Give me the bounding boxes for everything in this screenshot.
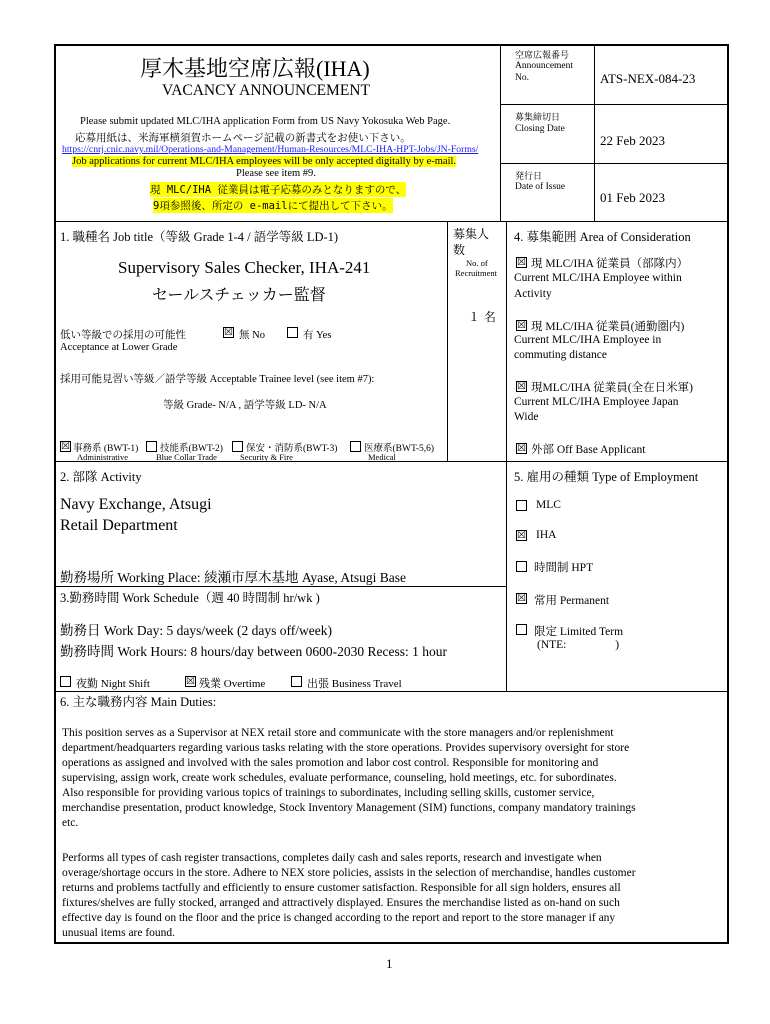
duties-line: returns and problems tactfully and efficiently to ensure customer satisfaction. Responsible for all sign holders, ensures all bbox=[62, 882, 621, 894]
recruitment-count: １ 名 bbox=[468, 310, 496, 324]
category-security-en: Security & Fire bbox=[240, 452, 293, 462]
trainee-level-label: 採用可能見習い等級／語学等級 Acceptable Trainee level (see item #7): bbox=[60, 374, 375, 385]
notice-jp-2: 9項参照後、所定の e-mailにて提出して下さい。 bbox=[153, 200, 393, 212]
duties-line: etc. bbox=[62, 817, 79, 829]
category-medical-checkbox[interactable] bbox=[350, 441, 361, 452]
employment-permanent-checkbox[interactable]: ☒ bbox=[517, 593, 526, 604]
activity-heading: 2. 部隊 Activity bbox=[60, 470, 142, 484]
duties-line: merchandise presentation, product knowledge, Stock Inventory Management (SIM) functions, company mandatory trainings bbox=[62, 802, 636, 814]
night-shift-checkbox[interactable] bbox=[60, 676, 71, 687]
duties-line: overage/shortage occurs in the store. Adhere to NEX store policies, assists in the selection of merchandise, handles customer bbox=[62, 867, 636, 879]
meta-row-line bbox=[500, 163, 728, 164]
employment-hpt-checkbox[interactable] bbox=[516, 561, 527, 572]
consideration-commuting-en-2: commuting distance bbox=[514, 349, 607, 361]
employment-iha-label: IHA bbox=[536, 529, 557, 541]
consideration-off-base-label: 外部 Off Base Applicant bbox=[531, 444, 646, 456]
duties-paragraph-1 bbox=[62, 726, 724, 831]
recruitment-label-en-1: No. of bbox=[466, 258, 488, 268]
consideration-commuting-en-1: Current MLC/IHA Employee in bbox=[514, 334, 662, 346]
duties-line: unusual items are found. bbox=[62, 927, 176, 939]
closing-label-en: Closing Date bbox=[515, 124, 565, 134]
announcement-label-en: Announcement bbox=[515, 61, 574, 71]
category-security-checkbox[interactable] bbox=[232, 441, 243, 452]
category-admin-en: Administrative bbox=[77, 452, 128, 462]
activity-name-1: Navy Exchange, Atsugi bbox=[60, 496, 212, 513]
section-line bbox=[55, 586, 506, 587]
page-number: 1 bbox=[386, 956, 393, 971]
job-title-heading: 1. 職種名 Job title（等級 Grade 1-4 / 語学等級 LD-1) bbox=[60, 230, 339, 244]
duties-line: This position serves as a Supervisor at NEX retail store and communicate with the store managers and/or replenishment bbox=[62, 727, 614, 739]
closing-date: 22 Feb 2023 bbox=[600, 133, 665, 148]
recruitment-label-jp-1: 募集人 bbox=[453, 227, 490, 241]
consideration-activity-checkbox[interactable]: ☒ bbox=[517, 257, 526, 268]
duties-heading: 6. 主な職務内容 Main Duties: bbox=[60, 695, 217, 709]
employment-mlc-checkbox[interactable] bbox=[516, 500, 527, 511]
duties-line: effective day is found on the floor and the price is changed according to the report and report to the store manager if any bbox=[62, 912, 616, 924]
work-day: 勤務日 Work Day: 5 days/week (2 days off/week) bbox=[60, 623, 332, 638]
recruitment-label-en-2: Recruitment bbox=[455, 268, 498, 278]
recruit-divider bbox=[447, 221, 448, 461]
schedule-heading: 3.勤務時間 Work Schedule（週 40 時間制 hr/wk ) bbox=[60, 591, 320, 605]
notice-en-1: Job applications for current MLC/IHA employees will be only accepted digitally by e-mail. bbox=[72, 156, 457, 167]
lower-grade-label-en: Acceptance at Lower Grade bbox=[60, 342, 178, 353]
consideration-activity-en-2: Activity bbox=[514, 288, 552, 300]
lower-grade-yes-label: 有 Yes bbox=[303, 330, 332, 341]
lower-grade-label-jp: 低い等級での採用の可能性 bbox=[60, 329, 186, 341]
section-line bbox=[55, 221, 728, 222]
employment-mlc-label: MLC bbox=[536, 499, 561, 511]
night-shift-label: 夜勤 Night Shift bbox=[76, 678, 150, 690]
meta-row-line bbox=[500, 104, 728, 105]
announcement-label-no: No. bbox=[515, 73, 529, 83]
consideration-off-base-checkbox[interactable]: ☒ bbox=[517, 443, 526, 454]
job-title-en: Supervisory Sales Checker, IHA-241 bbox=[118, 258, 371, 277]
notice-jp-1: 現 MLC/IHA 従業員は電子応募のみとなりますので、 bbox=[150, 184, 407, 196]
duties-line: department/headquarters regarding various tasks relating with the store operations. Provides supervisory oversight for store bbox=[62, 742, 630, 754]
consideration-heading: 4. 募集範囲 Area of Consideration bbox=[514, 230, 691, 244]
issue-label-jp: 発行日 bbox=[515, 172, 543, 182]
business-travel-checkbox[interactable] bbox=[291, 676, 302, 687]
employment-permanent-label: 常用 Permanent bbox=[534, 595, 610, 607]
header-divider bbox=[500, 45, 501, 221]
consideration-japan-wide-jp: 現MLC/IHA 従業員(全在日米軍) bbox=[531, 382, 693, 394]
category-blue-collar-en: Blue Collar Trade bbox=[156, 452, 217, 462]
notice-en-2: Please see item #9. bbox=[236, 168, 316, 179]
forms-link[interactable]: https://cnrj.cnic.navy.mil/Operations-and-Management/Human-Resources/MLC-IHA-HPT-Jobs/JN-Forms/ bbox=[62, 144, 479, 155]
duties-line: operations as assigned and involved with the sales promotion and labor cost control. Responsible for monitoring and bbox=[62, 757, 599, 769]
recruitment-label-jp-2: 数 bbox=[453, 243, 466, 257]
overtime-checkbox[interactable]: ☒ bbox=[186, 676, 195, 687]
activity-name-2: Retail Department bbox=[60, 517, 178, 534]
duties-paragraph-2 bbox=[62, 851, 724, 941]
consideration-commuting-checkbox[interactable]: ☒ bbox=[517, 320, 526, 331]
meta-divider bbox=[594, 45, 595, 221]
lower-grade-no-label: 無 No bbox=[239, 330, 265, 341]
duties-line: supervising, assign work, create work schedules, evaluate performance, counseling, hold meetings, etc. for subordinates. bbox=[62, 772, 617, 784]
lower-grade-yes-checkbox[interactable] bbox=[287, 327, 298, 338]
category-security-label: 保安・消防系(BWT-3) bbox=[246, 444, 338, 454]
consideration-activity-jp: 現 MLC/IHA 従業員（部隊内） bbox=[531, 258, 689, 270]
closing-label-jp: 募集締切日 bbox=[515, 113, 561, 123]
business-travel-label: 出張 Business Travel bbox=[307, 678, 402, 690]
instruction-jp: 応募用紙は、米海軍横須賀ホームページ記載の新書式をお使い下さい。 bbox=[75, 132, 411, 144]
employment-iha-checkbox[interactable]: ☒ bbox=[517, 530, 526, 541]
category-medical-en: Medical bbox=[368, 452, 396, 462]
consideration-japan-wide-en-1: Current MLC/IHA Employee Japan bbox=[514, 396, 679, 408]
working-place: 勤務場所 Working Place: 綾瀬市厚木基地 Ayase, Atsugi Base bbox=[60, 570, 407, 585]
employment-limited-checkbox[interactable] bbox=[516, 624, 527, 635]
employment-limited-label: 限定 Limited Term bbox=[534, 626, 624, 638]
duties-line: Performs all types of cash register transactions, completes daily cash and sales reports, research and investigate when bbox=[62, 852, 602, 864]
employment-heading: 5. 雇用の種類 Type of Employment bbox=[514, 470, 699, 484]
right-column-divider bbox=[506, 221, 507, 691]
announcement-number: ATS-NEX-084-23 bbox=[600, 71, 696, 86]
duties-line: fixtures/shelves are fully stocked, arranged and attractively displayed. Ensures the merchandise listed as on-hand on such bbox=[62, 897, 620, 909]
category-blue-collar-label: 技能系(BWT-2) bbox=[160, 444, 223, 454]
issue-date: 01 Feb 2023 bbox=[600, 190, 665, 205]
page-title: 厚木基地空席広報(IHA) bbox=[140, 56, 370, 81]
category-admin-label: 事務系 (BWT-1) bbox=[73, 444, 139, 454]
issue-label-en: Date of Issue bbox=[515, 182, 566, 192]
consideration-japan-wide-checkbox[interactable]: ☒ bbox=[517, 381, 526, 392]
consideration-commuting-jp: 現 MLC/IHA 従業員(通勤圏内) bbox=[531, 321, 685, 333]
consideration-japan-wide-en-2: Wide bbox=[514, 411, 539, 423]
overtime-label: 残業 Overtime bbox=[199, 678, 266, 690]
category-blue-collar-checkbox[interactable] bbox=[146, 441, 157, 452]
category-medical-label: 医療系(BWT-5,6) bbox=[364, 444, 435, 454]
page-subtitle: VACANCY ANNOUNCEMENT bbox=[162, 82, 370, 99]
employment-hpt-label: 時間制 HPT bbox=[534, 562, 594, 574]
announcement-label-jp: 空席広報番号 bbox=[515, 51, 570, 61]
trainee-level-value: 等級 Grade- N/A , 語学等級 LD- N/A bbox=[163, 400, 327, 411]
duties-line: Also responsible for providing various topics of trainings to subordinates, including selling skills, customer service, bbox=[62, 787, 595, 799]
lower-grade-no-checkbox[interactable]: ☒ bbox=[224, 327, 233, 338]
consideration-activity-en-1: Current MLC/IHA Employee within bbox=[514, 272, 682, 284]
category-admin-checkbox[interactable]: ☒ bbox=[61, 441, 70, 452]
job-title-jp: セールスチェッカー監督 bbox=[152, 285, 326, 304]
employment-nte: (NTE: ) bbox=[537, 639, 620, 651]
work-hours: 勤務時間 Work Hours: 8 hours/day between 0600-2030 Recess: 1 hour bbox=[60, 644, 447, 659]
instruction-en: Please submit updated MLC/IHA application Form from US Navy Yokosuka Web Page. bbox=[80, 116, 451, 127]
